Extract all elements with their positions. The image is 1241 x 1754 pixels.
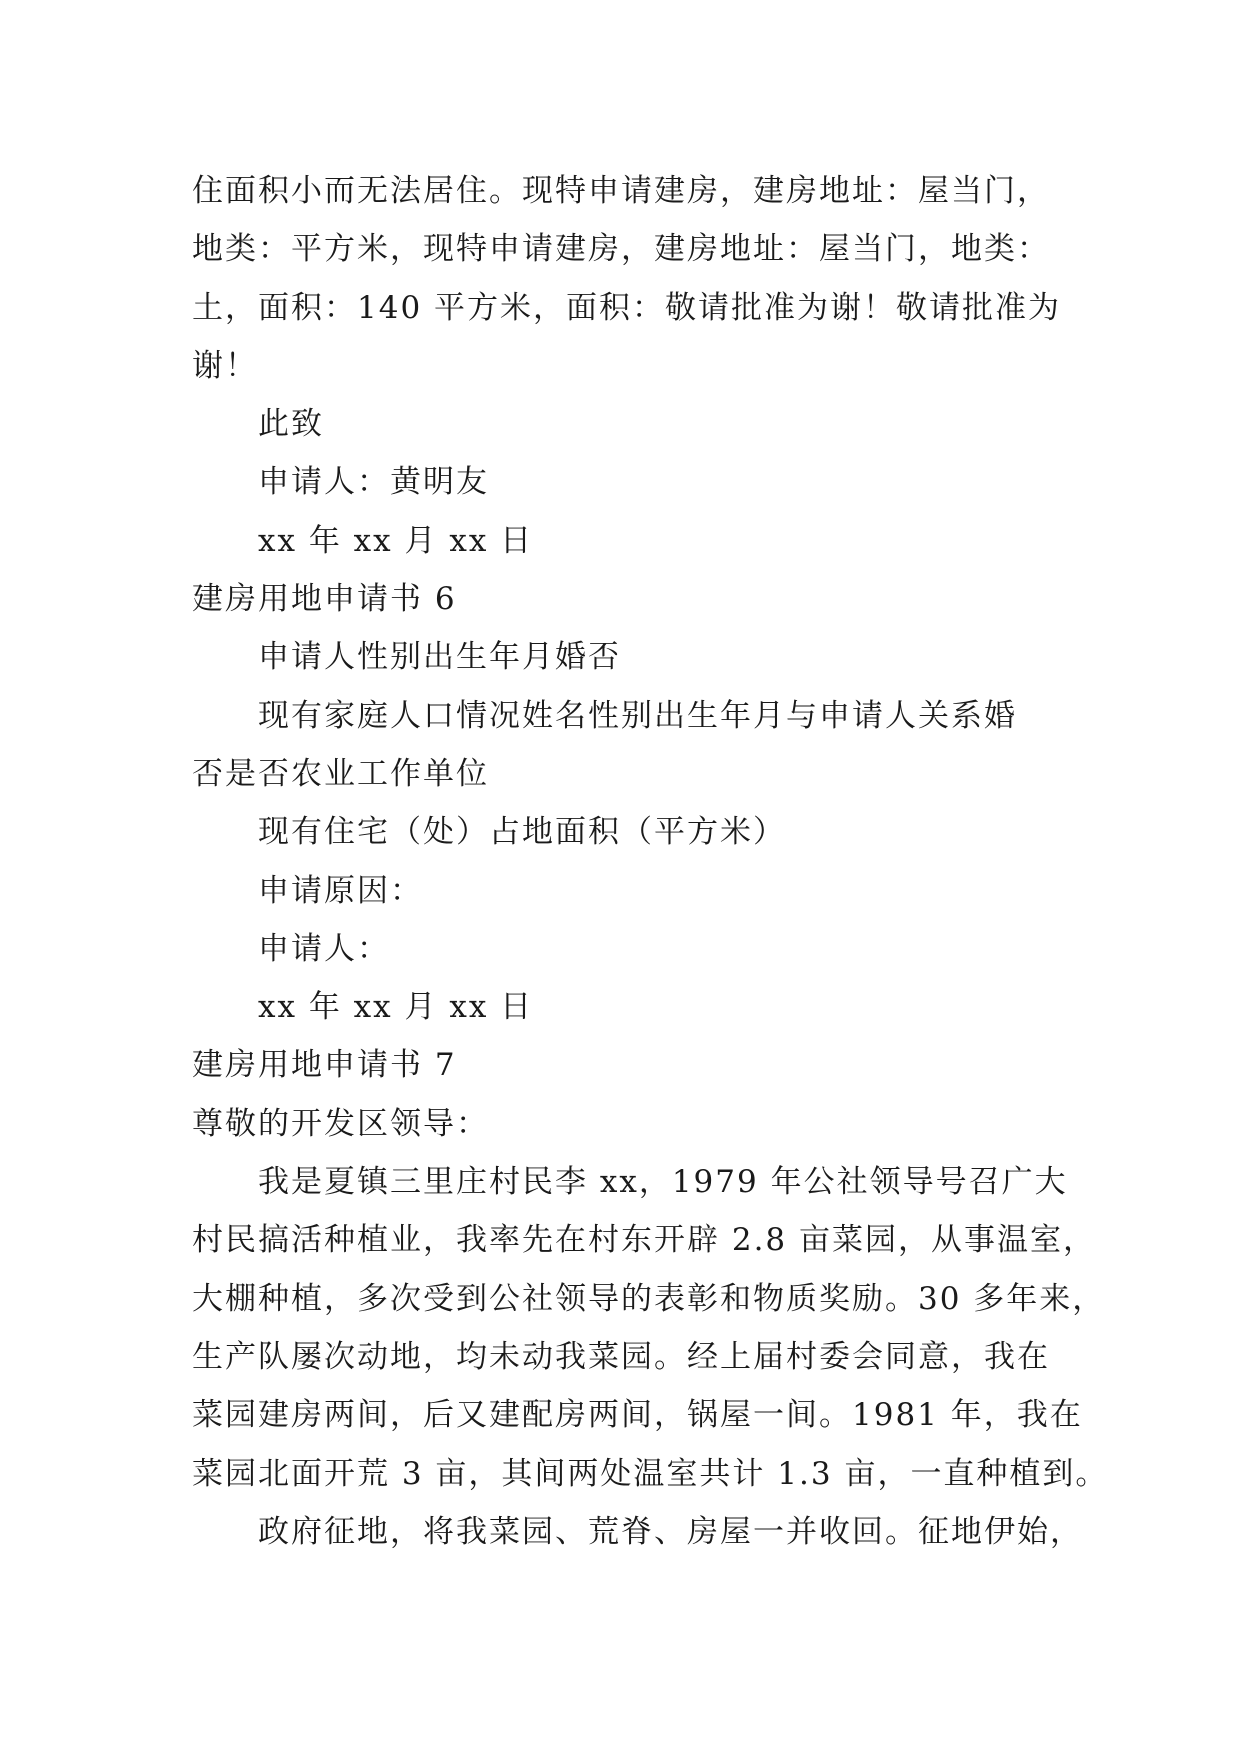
text-line: 否是否农业工作单位 <box>192 755 489 792</box>
text-line: 我是夏镇三里庄村民李 xx，1979 年公社领导号召广大 <box>258 1164 1068 1201</box>
text-line: 申请人性别出生年月婚否 <box>258 639 621 676</box>
date-line: xx 年 xx 月 xx 日 <box>258 522 534 559</box>
text-line: 谢！ <box>192 347 258 384</box>
text-line: 村民搞活种植业，我率先在村东开辟 2.8 亩菜园，从事温室， <box>192 1222 1097 1259</box>
text-line: 现有家庭人口情况姓名性别出生年月与申请人关系婚 <box>258 697 1017 734</box>
document-body <box>192 162 1109 1561</box>
text-line: 政府征地，将我菜园、荒脊、房屋一并收回。征地伊始， <box>258 1513 1083 1550</box>
text-line: 地类：平方米，现特申请建房，建房地址：屋当门，地类： <box>192 231 1050 268</box>
text-line: 菜园建房两间，后又建配房两间，锅屋一间。1981 年，我在 <box>192 1397 1083 1434</box>
text-line: 住面积小而无法居住。现特申请建房，建房地址：屋当门， <box>192 173 1050 209</box>
date-line: xx 年 xx 月 xx 日 <box>258 989 534 1026</box>
applicant-signature: 申请人：黄明友 <box>258 464 489 501</box>
section-heading: 建房用地申请书 6 <box>192 581 457 618</box>
text-line: 大棚种植，多次受到公社领导的表彰和物质奖励。30 多年来， <box>192 1280 1106 1317</box>
text-line: 申请原因： <box>258 872 423 909</box>
applicant-signature: 申请人： <box>258 930 390 967</box>
text-line: 菜园北面开荒 3 亩，其间两处温室共计 1.3 亩，一直种植到。 <box>192 1455 1109 1492</box>
section-heading: 建房用地申请书 7 <box>192 1047 457 1084</box>
greeting: 尊敬的开发区领导： <box>192 1105 489 1142</box>
text-line: 土，面积：140 平方米，面积：敬请批准为谢！敬请批准为 <box>192 289 1062 326</box>
text-line: 生产队屡次动地，均未动我菜园。经上届村委会同意，我在 <box>192 1338 1050 1375</box>
text-line: 现有住宅（处）占地面积（平方米） <box>258 814 786 851</box>
closing-salutation: 此致 <box>258 406 324 443</box>
